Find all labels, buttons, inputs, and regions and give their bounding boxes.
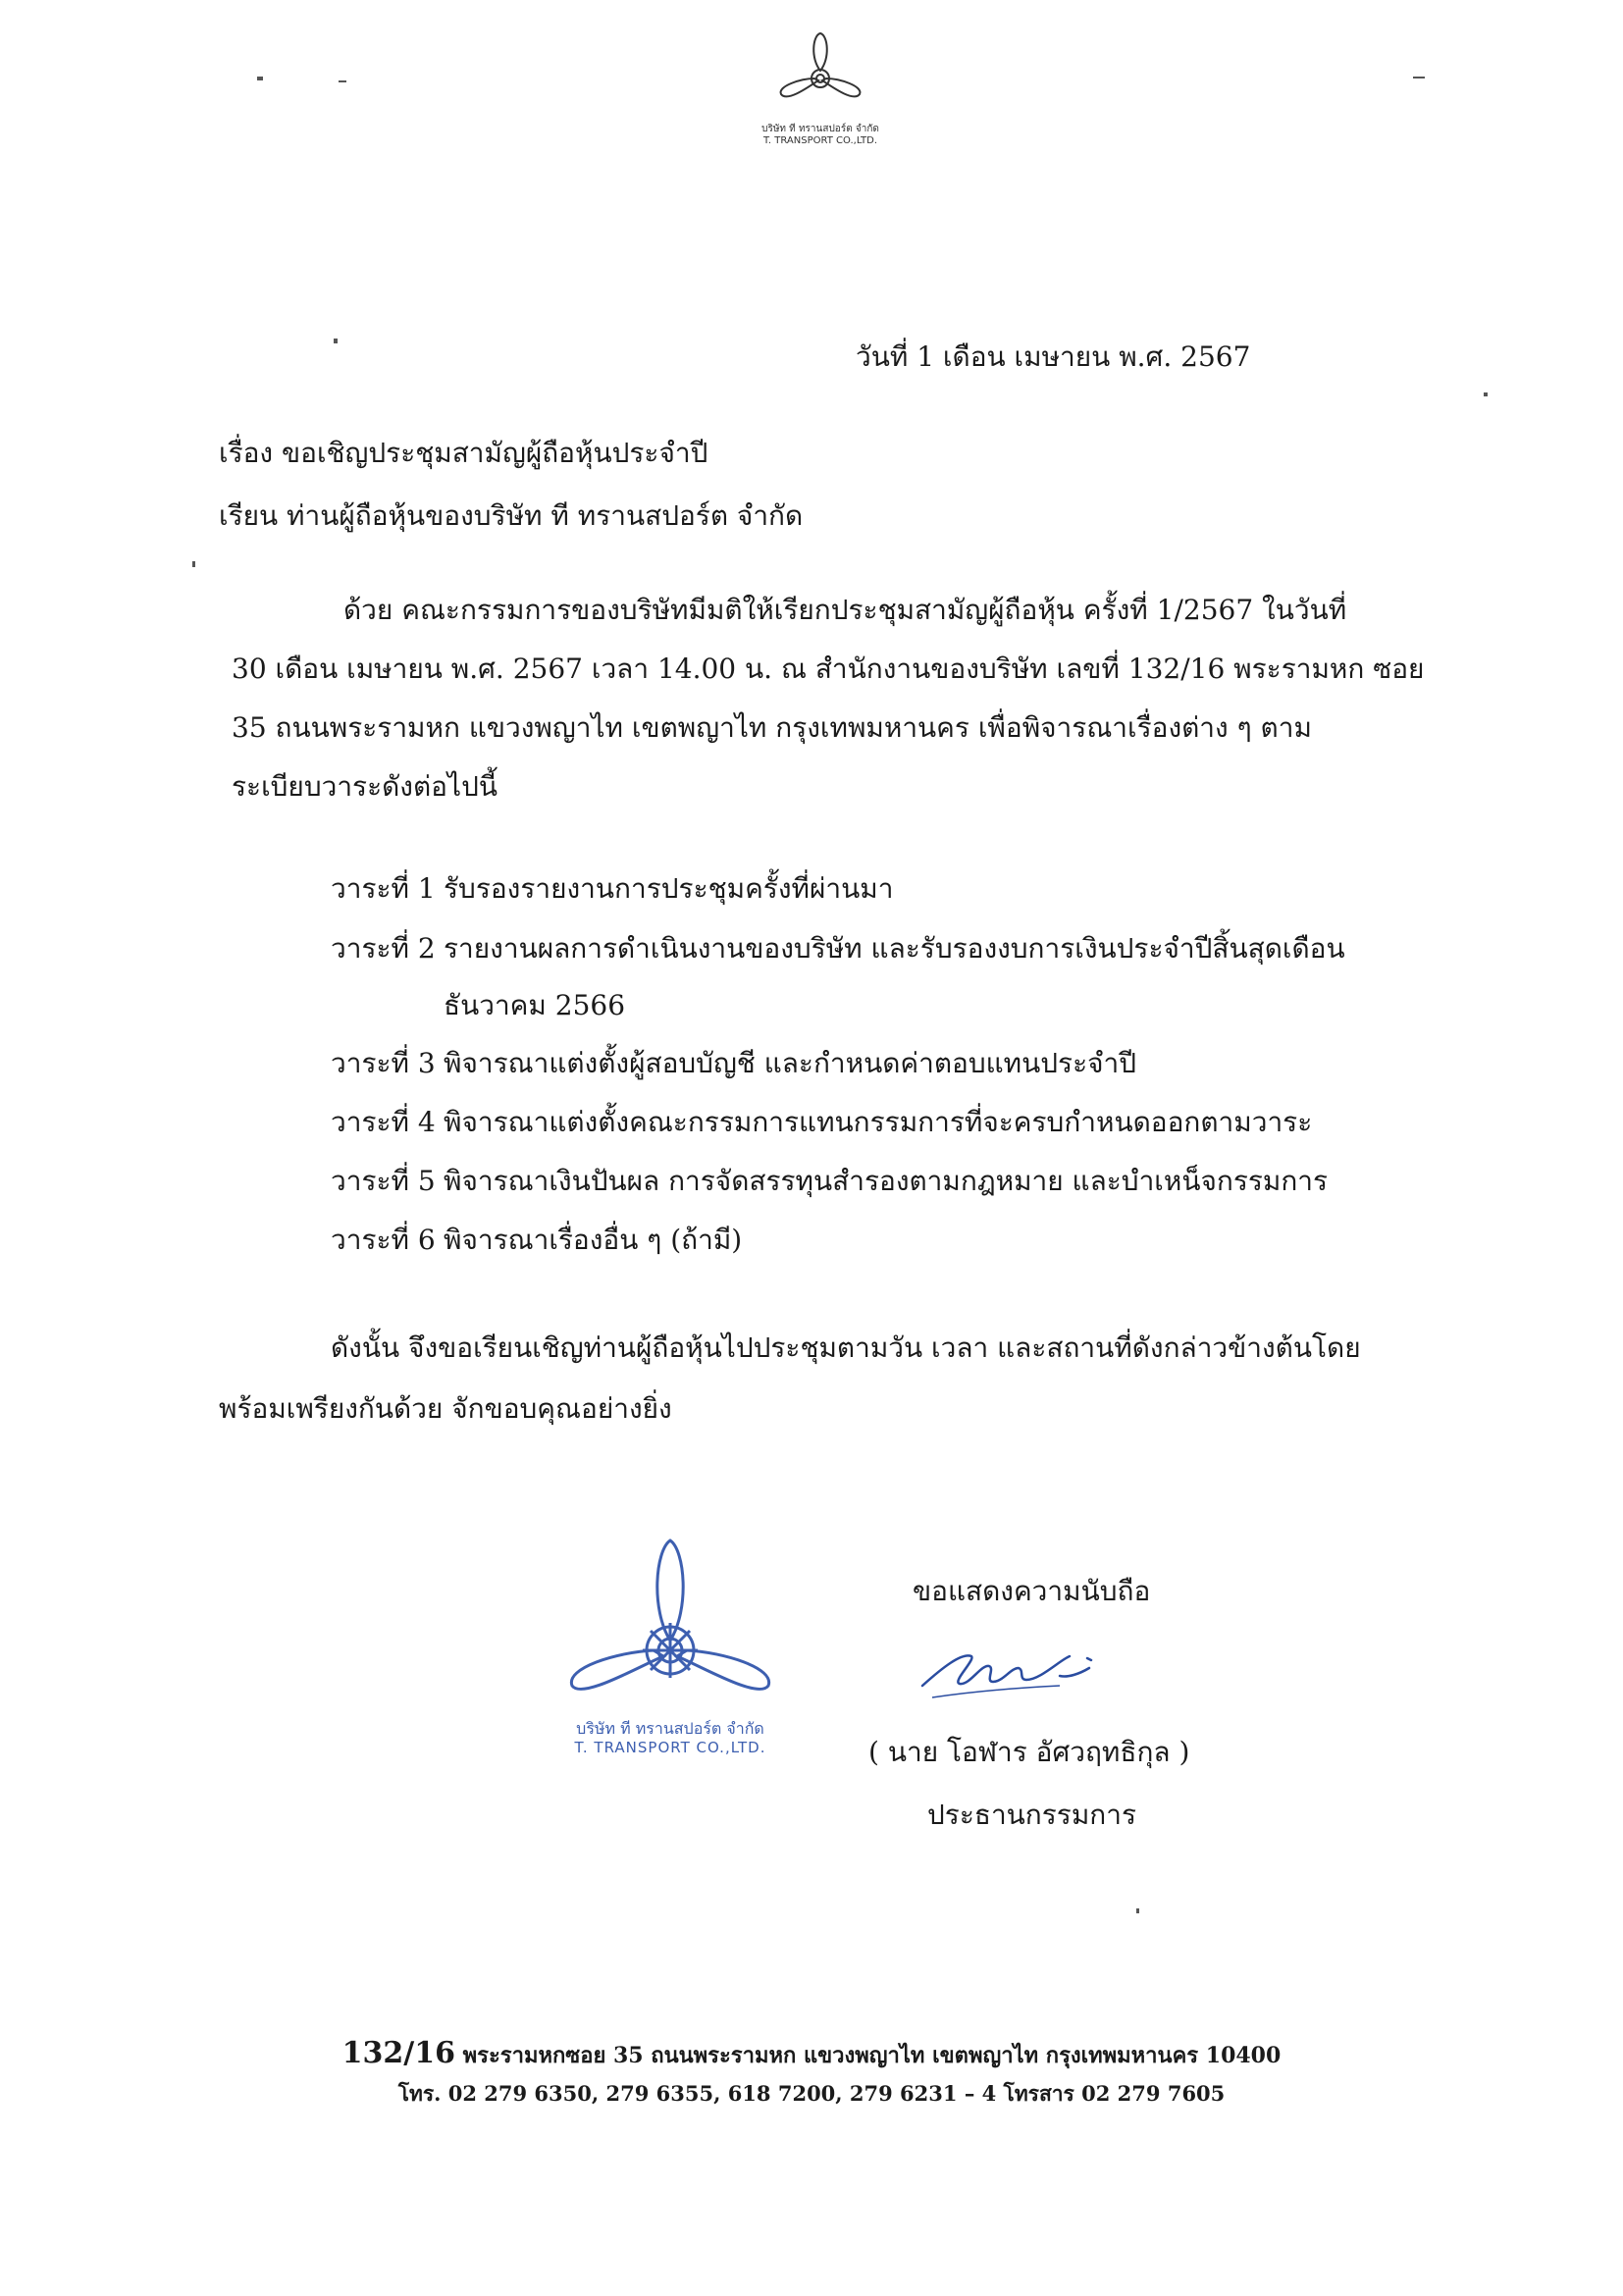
- footer-phone: โทร. 02 279 6350, 279 6355, 618 7200, 279 6231 – 4 โทรสาร 02 279 7605: [397, 2081, 1226, 2106]
- scan-speck: [339, 80, 346, 82]
- closing-line-2: พร้อมเพรียงกันด้วย จักขอบคุณอย่างยิ่ง: [219, 1392, 672, 1425]
- scan-speck: [1136, 1908, 1139, 1913]
- letterhead-logo: [742, 29, 899, 147]
- scan-speck: [334, 339, 338, 343]
- scan-speck: [1413, 77, 1425, 78]
- letter-subject: เรื่อง ขอเชิญประชุมสามัญผู้ถือหุ้นประจำปี: [219, 437, 708, 469]
- handwritten-signature: [913, 1639, 1099, 1707]
- letterhead-company-th: บริษัท ที ทรานสปอร์ต จำกัด: [761, 124, 879, 134]
- scan-speck: [192, 561, 195, 567]
- intro-line-2: 30 เดือน เมษายน พ.ศ. 2567 เวลา 14.00 น. ณ สำนักงานของบริษัท เลขที่ 132/16 พระรามหก ซอย: [232, 652, 1425, 685]
- letter-date: วันที่ 1 เดือน เมษายน พ.ศ. 2567: [856, 340, 1251, 373]
- intro-line-4: ระเบียบวาระดังต่อไปนี้: [232, 770, 497, 803]
- scan-speck: [257, 77, 263, 80]
- footer-address-text: พระรามหกซอย 35 ถนนพระรามหก แขวงพญาไท เขตพญาไท กรุงเทพมหานคร 10400: [462, 2043, 1282, 2068]
- company-stamp: [538, 1531, 803, 1766]
- footer-address: [0, 2036, 1623, 2072]
- agenda-text: พิจารณาแต่งตั้งผู้สอบบัญชี และกำหนดค่าตอบแทนประจำปี: [444, 1047, 1137, 1079]
- agenda-label: วาระที่ 3: [331, 1047, 436, 1079]
- propeller-stamp-icon: [538, 1531, 803, 1717]
- agenda-label: วาระที่ 1: [331, 872, 436, 905]
- stamp-company-th: บริษัท ที ทรานสปอร์ต จำกัด: [576, 1719, 764, 1738]
- agenda-text: รับรองรายงานการประชุมครั้งที่ผ่านมา: [444, 872, 894, 905]
- agenda-label: วาระที่ 5: [331, 1165, 436, 1197]
- closing-line-1: ดังนั้น จึงขอเรียนเชิญท่านผู้ถือหุ้นไปประชุมตามวัน เวลา และสถานที่ดังกล่าวข้างต้นโดย: [331, 1331, 1361, 1364]
- scan-speck: [1484, 392, 1488, 396]
- stamp-company-en: T. TRANSPORT CO.,LTD.: [574, 1739, 766, 1756]
- propeller-logo-icon: [771, 29, 869, 124]
- agenda-text: พิจารณาเงินปันผล การจัดสรรทุนสำรองตามกฎหมาย และบำเหน็จกรรมการ: [444, 1165, 1329, 1197]
- letter-recipient: เรียน ท่านผู้ถือหุ้นของบริษัท ที ทรานสปอร์ต จำกัด: [219, 499, 804, 532]
- intro-line-1: ด้วย คณะกรรมการของบริษัทมีมติให้เรียกประชุมสามัญผู้ถือหุ้น ครั้งที่ 1/2567 ในวันที่: [343, 594, 1347, 626]
- agenda-text: พิจารณาเรื่องอื่น ๆ (ถ้ามี): [444, 1224, 743, 1256]
- agenda-text-continued: ธันวาคม 2566: [444, 989, 626, 1021]
- signatory-title: ประธานกรรมการ: [927, 1799, 1137, 1831]
- agenda-text: พิจารณาแต่งตั้งคณะกรรมการแทนกรรมการที่จะครบกำหนดออกตามวาระ: [444, 1106, 1313, 1138]
- letterhead-company-en: T. TRANSPORT CO.,LTD.: [763, 135, 877, 146]
- agenda-label: วาระที่ 6: [331, 1224, 436, 1256]
- agenda-text: รายงานผลการดำเนินงานของบริษัท และรับรองงบการเงินประจำปีสิ้นสุดเดือน: [444, 932, 1345, 965]
- signatory-name: ( นาย โอฬาร อัศวฤทธิกุล ): [868, 1736, 1190, 1768]
- agenda-label: วาระที่ 4: [331, 1106, 436, 1138]
- footer-address-number: 132/16: [341, 2036, 455, 2070]
- intro-line-3: 35 ถนนพระรามหก แขวงพญาไท เขตพญาไท กรุงเทพมหานคร เพื่อพิจารณาเรื่องต่าง ๆ ตาม: [232, 711, 1312, 744]
- signature-salutation: ขอแสดงความนับถือ: [913, 1575, 1151, 1607]
- agenda-label: วาระที่ 2: [331, 932, 436, 965]
